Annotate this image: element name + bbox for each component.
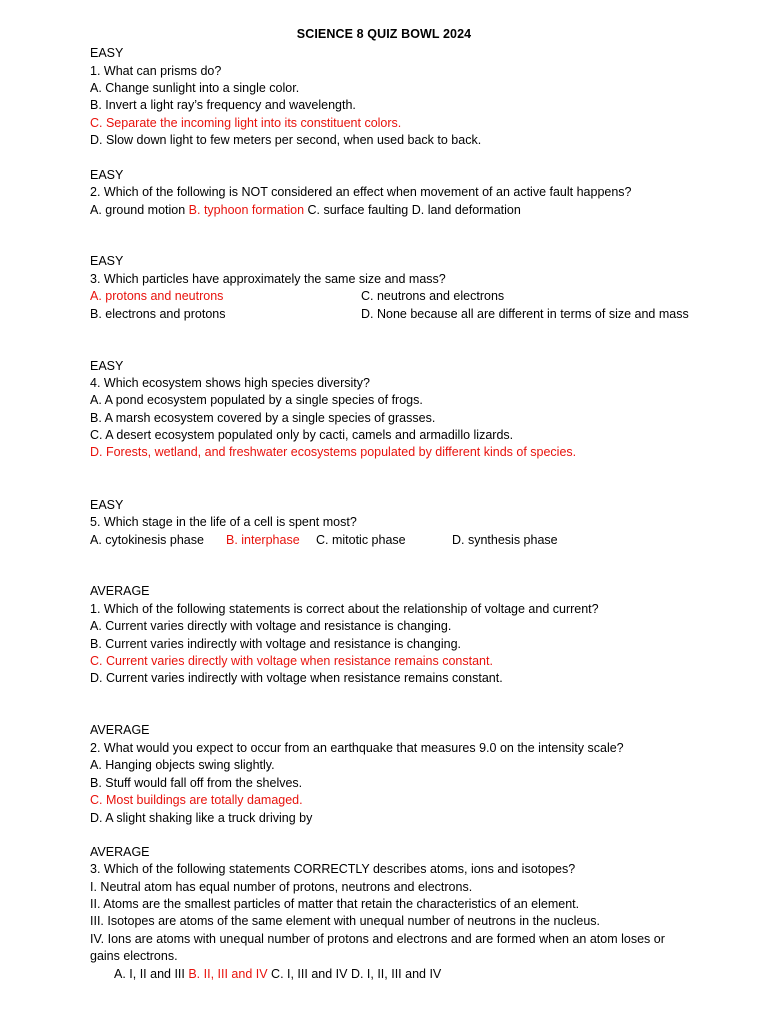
q1-option-d: D. Slow down light to few meters per second, when used back to back. bbox=[90, 133, 482, 147]
q1-option-a: A. Change sunlight into a single color. bbox=[90, 81, 300, 95]
q8-statement-3: III. Isotopes are atoms of the same element with unequal number of neutrons in the nucleus. bbox=[90, 914, 601, 928]
q3-row-1 bbox=[90, 288, 690, 304]
q4-level: EASY bbox=[90, 359, 124, 373]
document-title: SCIENCE 8 QUIZ BOWL 2024 bbox=[296, 27, 472, 41]
q2-level: EASY bbox=[90, 168, 124, 182]
q4-option-d-answer: D. Forests, wetland, and freshwater ecosystems populated by different kinds of species. bbox=[90, 445, 577, 459]
q2-question: 2. Which of the following is NOT considered an effect when movement of an active fault happens? bbox=[90, 185, 632, 199]
q7-question: 2. What would you expect to occur from an earthquake that measures 9.0 on the intensity scale? bbox=[90, 741, 624, 755]
q1-question: 1. What can prisms do? bbox=[90, 64, 222, 78]
q2-option-c: C. surface faulting bbox=[304, 203, 412, 217]
q8-statement-1: I. Neutral atom has equal number of protons, neutrons and electrons. bbox=[90, 880, 473, 894]
q3-option-c: C. neutrons and electrons bbox=[361, 289, 505, 303]
q3-level: EASY bbox=[90, 254, 124, 268]
q1-level: EASY bbox=[90, 46, 124, 60]
q8-statement-2: II. Atoms are the smallest particles of matter that retain the characteristics of an element. bbox=[90, 897, 580, 911]
q6-option-c-answer: C. Current varies directly with voltage when resistance remains constant. bbox=[90, 654, 493, 668]
q4-option-b: B. A marsh ecosystem covered by a single species of grasses. bbox=[90, 411, 436, 425]
q4-question: 4. Which ecosystem shows high species diversity? bbox=[90, 376, 370, 390]
q7-option-a: A. Hanging objects swing slightly. bbox=[90, 758, 275, 772]
q8-level: AVERAGE bbox=[90, 845, 150, 859]
q3-question: 3. Which particles have approximately the same size and mass? bbox=[90, 272, 446, 286]
q6-option-d: D. Current varies indirectly with voltage when resistance remains constant. bbox=[90, 671, 503, 685]
q7-option-c-answer: C. Most buildings are totally damaged. bbox=[90, 793, 303, 807]
q2-option-b-answer: B. typhoon formation bbox=[188, 203, 305, 217]
q2-option-a: A. ground motion bbox=[90, 203, 189, 217]
q8-option-d: D. I, II, III and IV bbox=[350, 967, 442, 981]
q5-level: EASY bbox=[90, 498, 124, 512]
q4-option-a: A. A pond ecosystem populated by a single species of frogs. bbox=[90, 393, 423, 407]
q3-option-d: D. None because all are different in terms of size and mass bbox=[361, 307, 689, 321]
q8-option-a: A. I, II and III bbox=[114, 967, 189, 981]
q5-option-b-answer: B. interphase bbox=[226, 533, 300, 547]
q8-option-c: C. I, III and IV bbox=[267, 967, 351, 981]
q5-options bbox=[90, 532, 690, 548]
q2-option-d: D. land deformation bbox=[411, 203, 521, 217]
q6-question: 1. Which of the following statements is correct about the relationship of voltage and current? bbox=[90, 602, 599, 616]
q6-option-b: B. Current varies indirectly with voltage and resistance is changing. bbox=[90, 637, 462, 651]
q2-options bbox=[90, 202, 521, 218]
q8-statement-4-cont: gains electrons. bbox=[90, 949, 178, 963]
q3-row-2 bbox=[90, 306, 690, 322]
q1-option-c-answer: C. Separate the incoming light into its constituent colors. bbox=[90, 116, 402, 130]
q3-option-a-answer: A. protons and neutrons bbox=[90, 289, 224, 303]
q7-option-b: B. Stuff would fall off from the shelves. bbox=[90, 776, 303, 790]
q7-option-d: D. A slight shaking like a truck driving by bbox=[90, 811, 313, 825]
q8-option-b-answer: B. II, III and IV bbox=[188, 967, 268, 981]
q5-option-d: D. synthesis phase bbox=[452, 533, 558, 547]
q7-level: AVERAGE bbox=[90, 723, 150, 737]
q3-option-b: B. electrons and protons bbox=[90, 307, 226, 321]
q8-question: 3. Which of the following statements CORRECTLY describes atoms, ions and isotopes? bbox=[90, 862, 576, 876]
q4-option-c: C. A desert ecosystem populated only by cacti, camels and armadillo lizards. bbox=[90, 428, 514, 442]
q8-statement-4: IV. Ions are atoms with unequal number of protons and electrons and are formed when an atom loses or bbox=[90, 932, 665, 946]
q6-level: AVERAGE bbox=[90, 584, 150, 598]
q5-question: 5. Which stage in the life of a cell is spent most? bbox=[90, 515, 357, 529]
q6-option-a: A. Current varies directly with voltage and resistance is changing. bbox=[90, 619, 452, 633]
q8-options bbox=[114, 966, 441, 982]
q5-option-a: A. cytokinesis phase bbox=[90, 533, 204, 547]
q5-option-c: C. mitotic phase bbox=[316, 533, 406, 547]
q1-option-b: B. Invert a light ray’s frequency and wavelength. bbox=[90, 98, 356, 112]
